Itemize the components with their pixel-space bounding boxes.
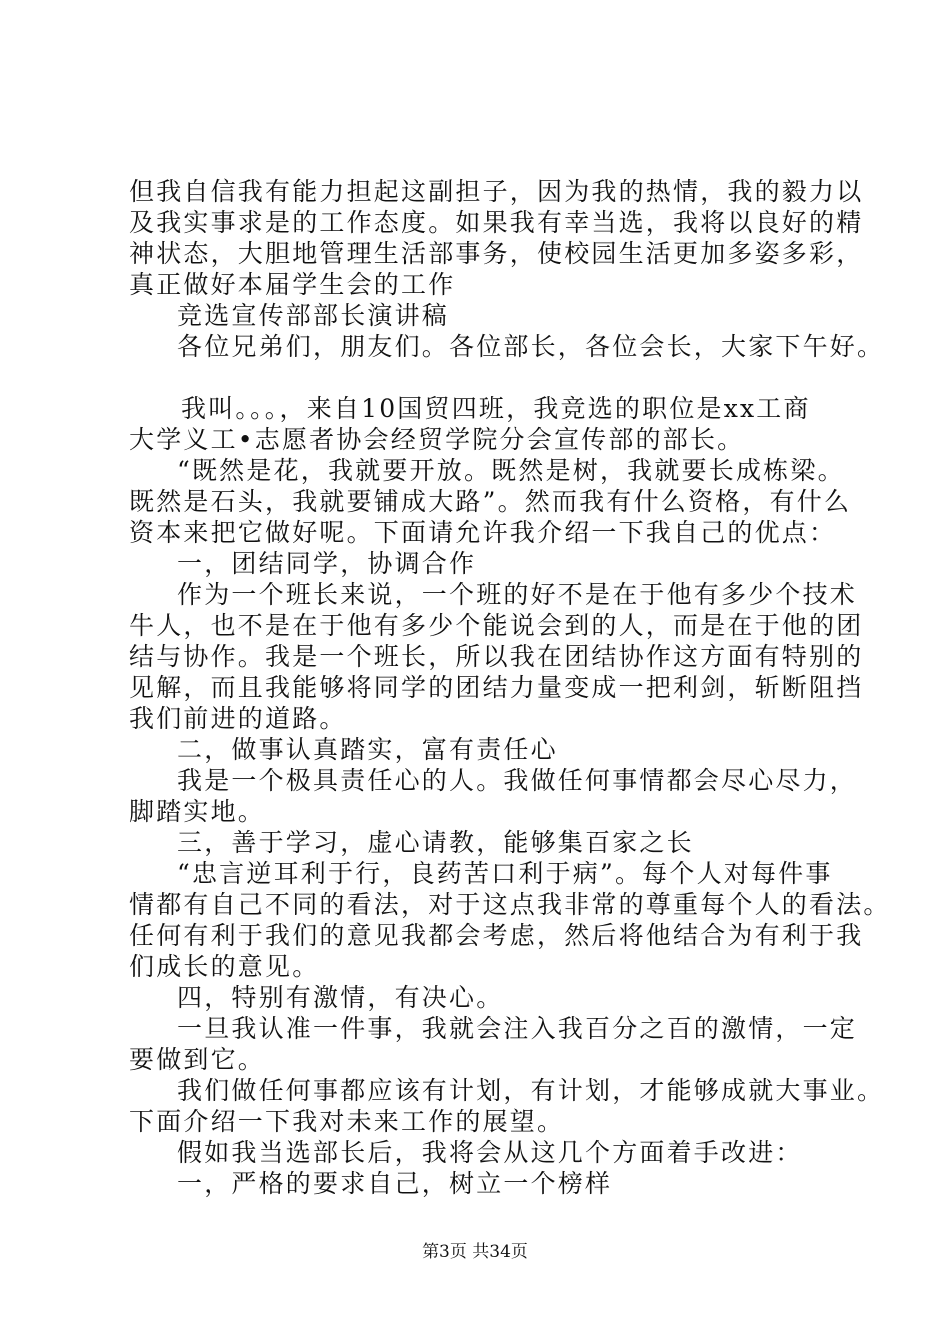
point-heading: 三，善于学习，虚心请教，能够集百家之长 — [177, 828, 694, 857]
text-line: 大学义工•志愿者协会经贸学院分会宣传部的部长。 — [129, 425, 745, 454]
blank-line — [129, 362, 859, 393]
text-line: 神状态，大胆地管理生活部事务，使校园生活更加多姿多彩， — [129, 239, 864, 268]
greeting-line: 各位兄弟们，朋友们。各位部长，各位会长，大家下午好。 — [177, 332, 885, 361]
text-line: 一旦我认准一件事，我就会注入我百分之百的激情，一定 — [177, 1014, 858, 1043]
text-line: 我们前进的道路。 — [129, 704, 347, 733]
text-line: 我们做任何事都应该有计划，有计划，才能够成就大事业。 — [177, 1076, 885, 1105]
page-number-footer: 第3页 共34页 — [422, 1242, 528, 1262]
text-line: 假如我当选部长后，我将会从这几个方面着手改进： — [177, 1138, 803, 1167]
text-line: 作为一个班长来说，一个班的好不是在于他有多少个技术 — [177, 580, 858, 609]
text-line: 情都有自己不同的看法，对于这点我非常的尊重每个人的看法。 — [129, 890, 891, 919]
text-line: 既然是石头，我就要铺成大路”。然而我有什么资格，有什么 — [129, 487, 852, 516]
text-line: 见解，而且我能够将同学的团结力量变成一把利剑，斩断阻挡 — [129, 673, 864, 702]
point-heading: 一，严格的要求自己，树立一个榜样 — [177, 1169, 613, 1198]
text-line: “忠言逆耳利于行，良药苦口利于病”。每个人对每件事 — [177, 859, 833, 888]
text-line: 真正做好本届学生会的工作 — [129, 270, 456, 299]
text-line: 下面介绍一下我对未来工作的展望。 — [129, 1107, 565, 1136]
point-heading: 四，特别有激情，有决心。 — [177, 983, 504, 1012]
text-line: 脚踏实地。 — [129, 797, 266, 826]
text-line: 及我实事求是的工作态度。如果我有幸当选，我将以良好的精 — [129, 208, 864, 237]
text-line: 结与协作。我是一个班长，所以我在团结协作这方面有特别的 — [129, 642, 864, 671]
text-line: 要做到它。 — [129, 1045, 266, 1074]
text-line: 资本来把它做好呢。下面请允许我介绍一下我自己的优点： — [129, 518, 837, 547]
text-line: 我是一个极具责任心的人。我做任何事情都会尽心尽力， — [177, 766, 858, 795]
document-body — [129, 176, 891, 1199]
point-heading: 一，团结同学，协调合作 — [177, 549, 477, 578]
text-line: 我叫。。。，来自10国贸四班，我竞选的职位是xx工商 — [181, 394, 811, 423]
point-heading: 二，做事认真踏实，富有责任心 — [177, 735, 558, 764]
text-line: 但我自信我有能力担起这副担子，因为我的热情，我的毅力以 — [129, 177, 864, 206]
text-line: 们成长的意见。 — [129, 952, 320, 981]
text-line: “既然是花，我就要开放。既然是树，我就要长成栋梁。 — [177, 456, 845, 485]
text-line: 任何有利于我们的意见我都会考虑，然后将他结合为有利于我 — [129, 921, 864, 950]
text-line: 牛人，也不是在于他有多少个能说会到的人，而是在于他的团 — [129, 611, 864, 640]
section-title: 竞选宣传部部长演讲稿 — [177, 301, 450, 330]
